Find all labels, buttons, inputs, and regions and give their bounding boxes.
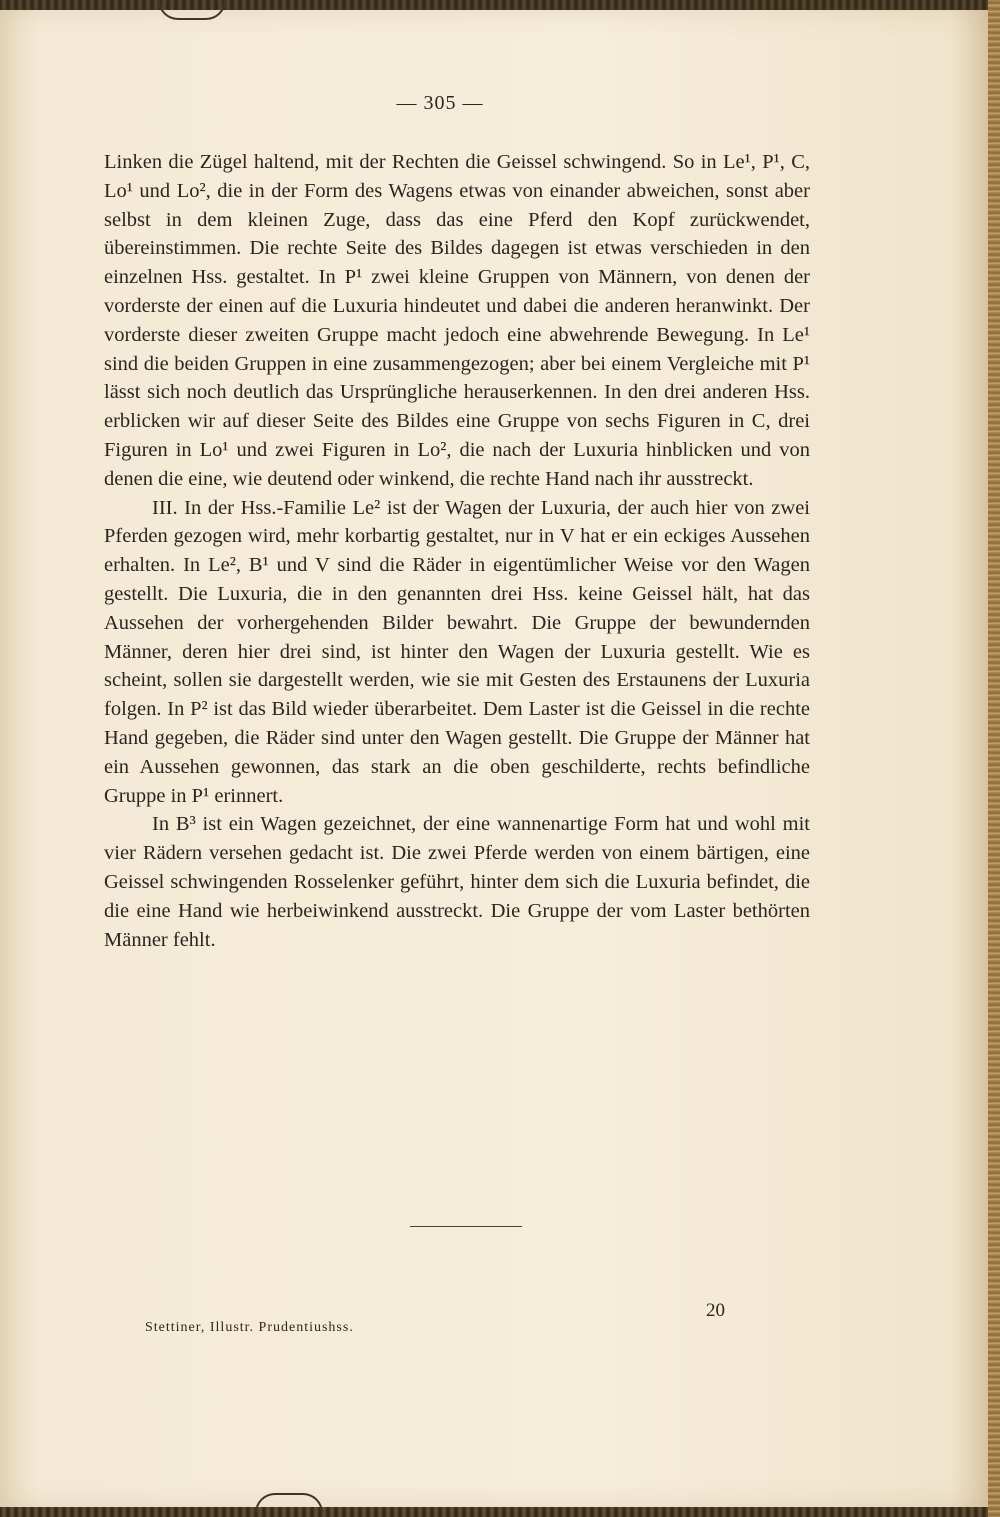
book-edge-bottom [0,1507,1000,1517]
section-divider [410,1226,522,1227]
paragraph-2: III. In der Hss.-Familie Le² ist der Wagen der Luxuria, der auch hier von zwei Pferden gezogen wird, mehr korbartig gestaltet, nur in V hat er ein eckiges Aussehen erhalten. In Le², B¹ und V sind die Räder in eigentümlicher Weise vor den Wagen gestellt. Die Luxuria, die in den genannten drei Hss. keine Geissel hält, hat das Aussehen der vorhergehenden Bilder bewahrt. Die Gruppe der bewundernden Männer, deren hier drei sind, ist hinter den Wagen der Luxuria gestellt. Wie es scheint, sollen sie dargestellt werden, wie sie mit Gesten des Erstaunens der Luxuria folgen. In P² ist das Bild wieder überarbeitet. Dem Laster ist die Geissel in die rechte Hand gegeben, die Räder sind unter den Wagen gestellt. Die Gruppe der Männer hat ein Aussehen gewonnen, das stark an die oben geschilderte, rechts befindliche Gruppe in P¹ erinnert. [104,496,810,807]
paragraph-3: In B³ ist ein Wagen gezeichnet, der eine wannenartige Form hat und wohl mit vier Rädern versehen gedacht ist. Die zwei Pferde werden von einem bärtigen, eine Geissel schwingenden Rosselenker geführt, hinter dem sich die Luxuria befindet, die die eine Hand wie herbeiwinkend ausstreckt. Die Gruppe der vom Laster bethörten Männer fehlt. [104,813,810,951]
signature-mark: 20 [706,1300,725,1321]
footer-line: Stettiner, Illustr. Prudentiushss. [145,1320,354,1335]
binding-clasp-bottom [255,1493,323,1513]
page-number: — 305 — [396,92,484,114]
book-edge-right [988,0,1000,1517]
paragraph-1: Linken die Zügel haltend, mit der Rechten die Geissel schwingend. So in Le¹, P¹, C, Lo¹ und Lo², die in der Form des Wagens etwas von einander abweichen, sonst aber selbst in dem kleinen Zuge, dass das eine Pferd den Kopf zurückwendet, übereinstimmen. Die rechte Seite des Bildes dagegen ist etwas verschieden in den einzelnen Hss. gestaltet. In P¹ zwei kleine Gruppen von Männern, von denen der vorderste der einen auf die Luxuria hindeutet und dabei die anderen heranwinkt. Der vorderste dieser zweiten Gruppe macht jedoch eine abwehrende Bewegung. In Le¹ sind die beiden Gruppen in eine zusammengezogen; aber bei einem Vergleiche mit P¹ lässt sich noch deutlich das Ursprüngliche herauserkennen. In den drei anderen Hss. erblicken wir auf dieser Seite des Bildes eine Gruppe von sechs Figuren in C, drei Figuren in Lo¹ und zwei Figuren in Lo², die nach der Luxuria hinblicken und von denen die eine, wie deutend oder winkend, die rechte Hand nach ihr ausstreckt. [104,151,810,490]
body-text [104,148,810,954]
book-edge-top [0,0,1000,10]
binding-clasp-top [158,0,226,20]
